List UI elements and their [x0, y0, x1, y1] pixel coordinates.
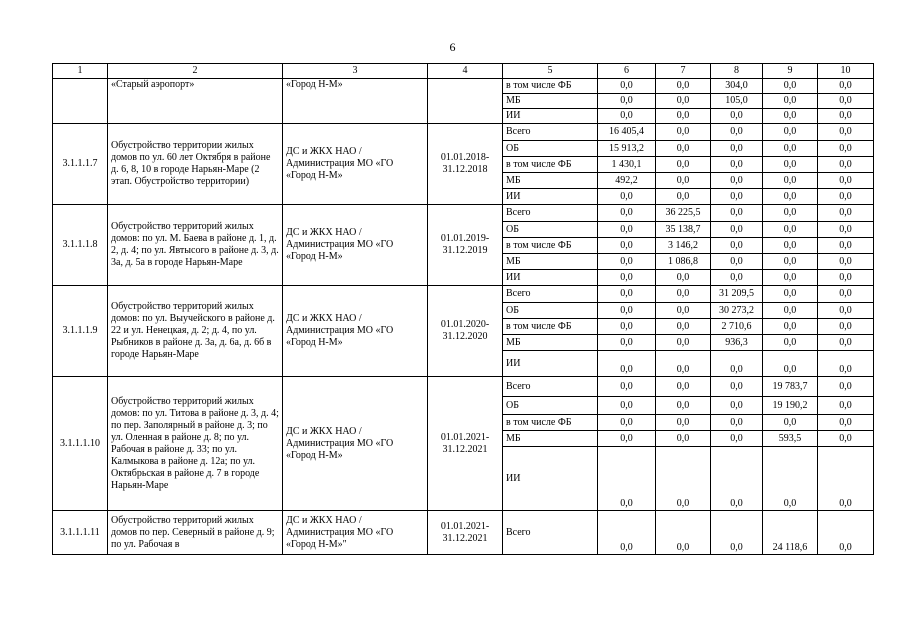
amount-cell: 0,0 — [598, 431, 656, 447]
amount-cell: 0,0 — [598, 377, 656, 397]
column-header: 3 — [283, 64, 428, 79]
item-name-cell: Обустройство территорий жилых домов: по ул. Выучейского в районе д. 22 и ул. Ненецкая, д. 2; д. 4, по ул. Рыбников в районе д. 3а, д. 6а, д. 6б в городе Нарьян-Маре — [108, 286, 283, 377]
period-cell: 01.01.2019-31.12.2019 — [428, 205, 503, 286]
item-number-cell: 3.1.1.1.11 — [53, 511, 108, 555]
amount-cell: 1 086,8 — [656, 254, 711, 270]
amount-cell: 0,0 — [656, 124, 711, 141]
amount-cell: 0,0 — [763, 286, 818, 303]
amount-cell: 0,0 — [598, 109, 656, 124]
funding-source-cell: в том числе ФБ — [503, 415, 598, 431]
amount-cell: 0,0 — [818, 286, 874, 303]
funding-source-cell: ИИ — [503, 447, 598, 511]
amount-cell: 304,0 — [711, 79, 763, 94]
funding-source-cell: ИИ — [503, 189, 598, 205]
amount-cell: 0,0 — [711, 431, 763, 447]
amount-cell: 0,0 — [598, 319, 656, 335]
amount-cell: 0,0 — [711, 447, 763, 511]
amount-cell: 0,0 — [763, 238, 818, 254]
executor-cell: ДС и ЖКХ НАО / Администрация МО «ГО «Город Н-М» — [283, 286, 428, 377]
table-row — [53, 377, 874, 397]
amount-cell: 0,0 — [763, 189, 818, 205]
period-cell: 01.01.2018-31.12.2018 — [428, 124, 503, 205]
amount-cell: 0,0 — [763, 79, 818, 94]
amount-cell: 0,0 — [711, 351, 763, 377]
funding-source-cell: Всего — [503, 286, 598, 303]
amount-cell: 0,0 — [818, 335, 874, 351]
amount-cell: 1 430,1 — [598, 157, 656, 173]
amount-cell: 936,3 — [711, 335, 763, 351]
amount-cell: 0,0 — [763, 319, 818, 335]
amount-cell: 0,0 — [656, 79, 711, 94]
item-name-cell: Обустройство территорий жилых домов по пер. Северный в районе д. 9; по ул. Рабочая в — [108, 511, 283, 555]
amount-cell: 0,0 — [818, 173, 874, 189]
funding-source-cell: МБ — [503, 335, 598, 351]
funding-source-cell: ИИ — [503, 109, 598, 124]
amount-cell: 0,0 — [711, 511, 763, 555]
amount-cell: 0,0 — [818, 254, 874, 270]
amount-cell: 0,0 — [598, 303, 656, 319]
amount-cell: 0,0 — [818, 222, 874, 238]
amount-cell: 492,2 — [598, 173, 656, 189]
amount-cell: 0,0 — [598, 511, 656, 555]
amount-cell: 0,0 — [763, 141, 818, 157]
amount-cell: 593,5 — [763, 431, 818, 447]
funding-source-cell: ОБ — [503, 303, 598, 319]
amount-cell: 0,0 — [818, 205, 874, 222]
amount-cell: 19 783,7 — [763, 377, 818, 397]
amount-cell: 0,0 — [763, 94, 818, 109]
amount-cell: 0,0 — [656, 94, 711, 109]
amount-cell: 0,0 — [763, 303, 818, 319]
amount-cell: 0,0 — [656, 511, 711, 555]
item-number-cell — [53, 79, 108, 124]
amount-cell: 0,0 — [598, 205, 656, 222]
amount-cell: 3 146,2 — [656, 238, 711, 254]
amount-cell: 0,0 — [818, 79, 874, 94]
budget-table — [52, 63, 874, 555]
column-header: 10 — [818, 64, 874, 79]
amount-cell: 105,0 — [711, 94, 763, 109]
column-header: 4 — [428, 64, 503, 79]
header-row — [53, 64, 874, 79]
column-header: 2 — [108, 64, 283, 79]
amount-cell: 0,0 — [711, 141, 763, 157]
period-cell: 01.01.2021-31.12.2021 — [428, 511, 503, 555]
executor-cell: ДС и ЖКХ НАО / Администрация МО «ГО «Город Н-М» — [283, 205, 428, 286]
page-number: 6 — [449, 40, 456, 54]
amount-cell: 0,0 — [598, 94, 656, 109]
amount-cell: 35 138,7 — [656, 222, 711, 238]
amount-cell: 0,0 — [818, 511, 874, 555]
amount-cell: 0,0 — [818, 238, 874, 254]
amount-cell: 0,0 — [763, 222, 818, 238]
period-cell — [428, 79, 503, 124]
amount-cell: 0,0 — [818, 431, 874, 447]
amount-cell: 0,0 — [763, 254, 818, 270]
amount-cell: 0,0 — [711, 124, 763, 141]
amount-cell: 0,0 — [656, 303, 711, 319]
amount-cell: 0,0 — [711, 377, 763, 397]
item-name-cell: Обустройство территории жилых домов по ул. 60 лет Октября в районе д. 6, 8, 10 в городе Нарьян-Маре (2 этап. Обустройство территории) — [108, 124, 283, 205]
funding-source-cell: МБ — [503, 254, 598, 270]
column-header: 5 — [503, 64, 598, 79]
amount-cell: 0,0 — [763, 351, 818, 377]
amount-cell: 0,0 — [818, 303, 874, 319]
amount-cell: 24 118,6 — [763, 511, 818, 555]
amount-cell: 0,0 — [598, 286, 656, 303]
amount-cell: 0,0 — [656, 270, 711, 286]
funding-source-cell: ИИ — [503, 351, 598, 377]
amount-cell: 0,0 — [598, 79, 656, 94]
executor-cell: ДС и ЖКХ НАО / Администрация МО «ГО «Город Н-М» — [283, 124, 428, 205]
amount-cell: 0,0 — [711, 189, 763, 205]
funding-source-cell: Всего — [503, 205, 598, 222]
table-row — [53, 511, 874, 555]
amount-cell: 0,0 — [711, 173, 763, 189]
amount-cell: 0,0 — [656, 173, 711, 189]
column-header: 6 — [598, 64, 656, 79]
amount-cell: 0,0 — [763, 173, 818, 189]
funding-source-cell: ОБ — [503, 222, 598, 238]
item-number-cell: 3.1.1.1.7 — [53, 124, 108, 205]
amount-cell: 0,0 — [763, 157, 818, 173]
funding-source-cell: в том числе ФБ — [503, 157, 598, 173]
item-number-cell: 3.1.1.1.9 — [53, 286, 108, 377]
amount-cell: 0,0 — [656, 335, 711, 351]
amount-cell: 0,0 — [598, 351, 656, 377]
amount-cell: 0,0 — [818, 447, 874, 511]
amount-cell: 0,0 — [763, 109, 818, 124]
funding-source-cell: МБ — [503, 94, 598, 109]
funding-source-cell: Всего — [503, 124, 598, 141]
item-number-cell: 3.1.1.1.10 — [53, 377, 108, 511]
amount-cell: 0,0 — [711, 238, 763, 254]
amount-cell: 0,0 — [763, 335, 818, 351]
amount-cell: 0,0 — [598, 270, 656, 286]
amount-cell: 0,0 — [818, 189, 874, 205]
amount-cell: 31 209,5 — [711, 286, 763, 303]
amount-cell: 0,0 — [656, 141, 711, 157]
amount-cell: 0,0 — [818, 141, 874, 157]
table-row — [53, 286, 874, 303]
amount-cell: 0,0 — [763, 270, 818, 286]
funding-source-cell: ОБ — [503, 141, 598, 157]
amount-cell: 30 273,2 — [711, 303, 763, 319]
table-row — [53, 124, 874, 141]
amount-cell: 0,0 — [818, 377, 874, 397]
amount-cell: 0,0 — [818, 94, 874, 109]
amount-cell: 0,0 — [598, 254, 656, 270]
amount-cell: 0,0 — [763, 415, 818, 431]
funding-source-cell: в том числе ФБ — [503, 79, 598, 94]
amount-cell: 0,0 — [656, 431, 711, 447]
period-cell: 01.01.2020-31.12.2020 — [428, 286, 503, 377]
amount-cell: 0,0 — [711, 270, 763, 286]
amount-cell: 2 710,6 — [711, 319, 763, 335]
amount-cell: 0,0 — [711, 397, 763, 415]
amount-cell: 36 225,5 — [656, 205, 711, 222]
amount-cell: 0,0 — [598, 397, 656, 415]
funding-source-cell: Всего — [503, 377, 598, 397]
amount-cell: 0,0 — [656, 157, 711, 173]
column-header: 1 — [53, 64, 108, 79]
amount-cell: 16 405,4 — [598, 124, 656, 141]
amount-cell: 0,0 — [656, 109, 711, 124]
funding-source-cell: МБ — [503, 431, 598, 447]
item-name-cell: Обустройство территорий жилых домов: по ул. М. Баева в районе д. 1, д. 2, д. 4; по ул. Явтысого в районе д. 3, д. 3а, д. 5а в городе Нарьян-Маре — [108, 205, 283, 286]
amount-cell: 19 190,2 — [763, 397, 818, 415]
amount-cell: 0,0 — [711, 109, 763, 124]
executor-cell: ДС и ЖКХ НАО / Администрация МО «ГО «Город Н-М»" — [283, 511, 428, 555]
funding-source-cell: МБ — [503, 173, 598, 189]
executor-cell: «Город Н-М» — [283, 79, 428, 124]
amount-cell: 0,0 — [656, 447, 711, 511]
executor-cell: ДС и ЖКХ НАО / Администрация МО «ГО «Город Н-М» — [283, 377, 428, 511]
amount-cell: 0,0 — [763, 124, 818, 141]
amount-cell: 0,0 — [656, 377, 711, 397]
amount-cell: 0,0 — [711, 205, 763, 222]
amount-cell: 0,0 — [711, 254, 763, 270]
column-header: 8 — [711, 64, 763, 79]
amount-cell: 0,0 — [818, 319, 874, 335]
funding-source-cell: Всего — [503, 511, 598, 555]
amount-cell: 0,0 — [656, 351, 711, 377]
amount-cell: 0,0 — [598, 238, 656, 254]
table-row — [53, 79, 874, 94]
amount-cell: 0,0 — [818, 397, 874, 415]
item-name-cell: Обустройство территорий жилых домов: по ул. Титова в районе д. 3, д. 4; по пер. Заполярный в районе д. 3; по ул. Оленная в районе д. 8; по ул. Рабочая в районе д. 33; по ул. Калмыкова в районе д. 12а; по ул. Октябрьская в районе д. 7 в городе Нарьян-Маре — [108, 377, 283, 511]
amount-cell: 0,0 — [763, 205, 818, 222]
funding-source-cell: в том числе ФБ — [503, 238, 598, 254]
amount-cell: 0,0 — [818, 109, 874, 124]
amount-cell: 0,0 — [818, 124, 874, 141]
funding-source-cell: ИИ — [503, 270, 598, 286]
item-number-cell: 3.1.1.1.8 — [53, 205, 108, 286]
funding-source-cell: ОБ — [503, 397, 598, 415]
amount-cell: 0,0 — [818, 157, 874, 173]
item-name-cell: «Старый аэропорт» — [108, 79, 283, 124]
funding-source-cell: в том числе ФБ — [503, 319, 598, 335]
amount-cell: 0,0 — [711, 415, 763, 431]
amount-cell: 0,0 — [656, 286, 711, 303]
amount-cell: 0,0 — [818, 270, 874, 286]
amount-cell: 0,0 — [656, 415, 711, 431]
amount-cell: 0,0 — [711, 222, 763, 238]
column-header: 9 — [763, 64, 818, 79]
amount-cell: 0,0 — [598, 335, 656, 351]
amount-cell: 0,0 — [598, 447, 656, 511]
amount-cell: 0,0 — [818, 415, 874, 431]
amount-cell: 0,0 — [598, 222, 656, 238]
amount-cell: 0,0 — [598, 189, 656, 205]
amount-cell: 0,0 — [656, 319, 711, 335]
amount-cell: 0,0 — [656, 397, 711, 415]
amount-cell: 15 913,2 — [598, 141, 656, 157]
period-cell: 01.01.2021-31.12.2021 — [428, 377, 503, 511]
amount-cell: 0,0 — [763, 447, 818, 511]
amount-cell: 0,0 — [656, 189, 711, 205]
amount-cell: 0,0 — [598, 415, 656, 431]
table-row — [53, 205, 874, 222]
column-header: 7 — [656, 64, 711, 79]
amount-cell: 0,0 — [818, 351, 874, 377]
amount-cell: 0,0 — [711, 157, 763, 173]
